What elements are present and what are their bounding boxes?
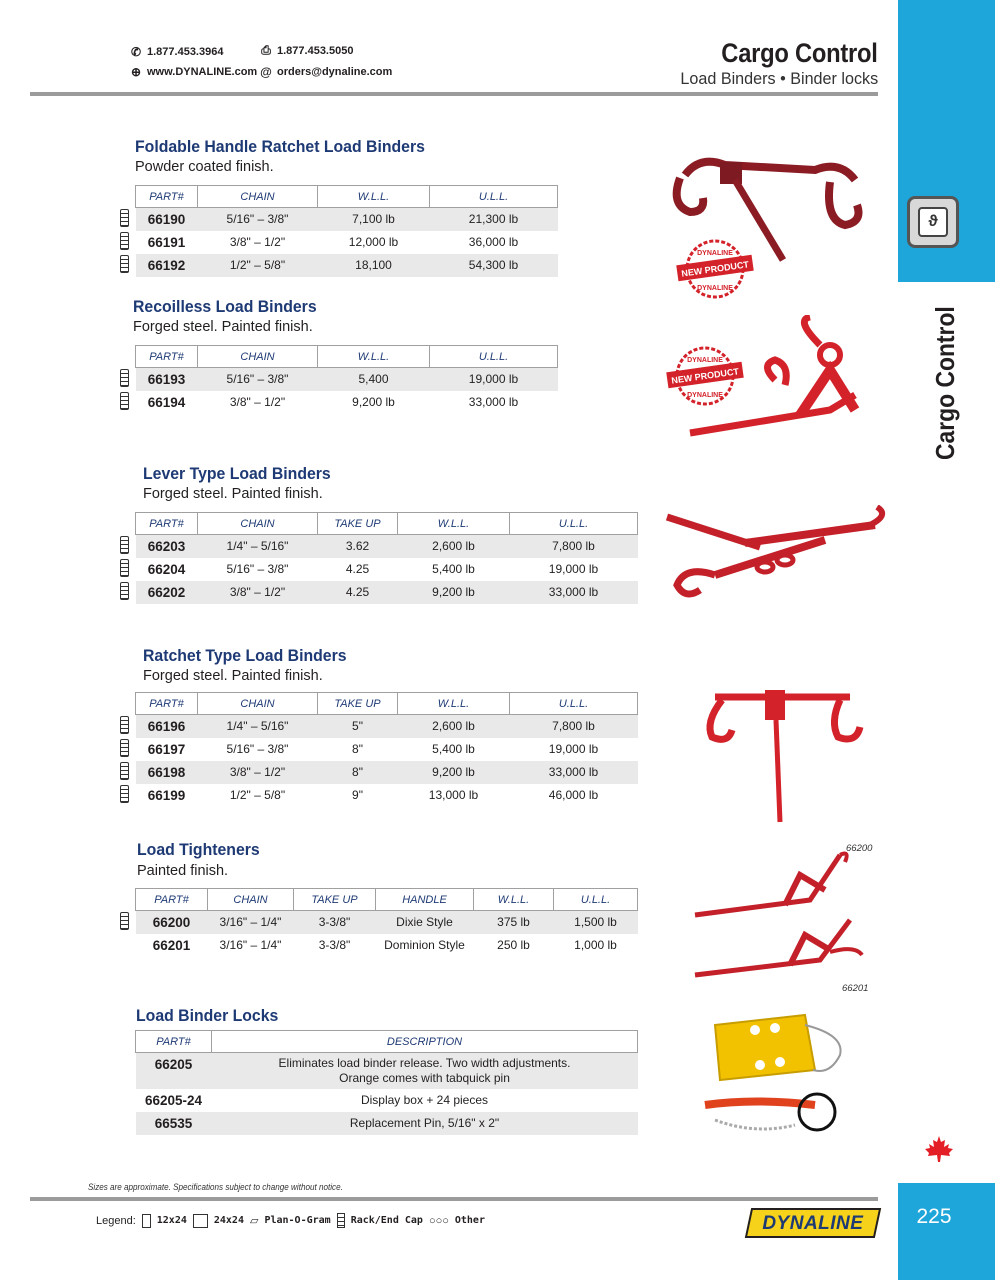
ratchet-binder-image	[700, 682, 865, 827]
col-header: PART#	[136, 186, 198, 208]
table-cell: 3/8" – 1/2"	[198, 581, 318, 604]
table-cell: 1,500 lb	[554, 911, 638, 934]
table-cell: Eliminates load binder release. Two width adjustments. Orange comes with tabquick pin	[212, 1053, 638, 1089]
section-title-recoilless: Recoilless Load Binders	[133, 297, 317, 316]
page-number: 225	[916, 1205, 952, 1228]
legend-item: Plan-O-Gram	[264, 1215, 331, 1226]
section-title-foldable: Foldable Handle Ratchet Load Binders	[135, 137, 425, 156]
table-cell: 2,600 lb	[398, 715, 510, 738]
table-cell: Dixie Style	[376, 911, 474, 934]
part-number: 66190	[136, 208, 198, 231]
rack-icon	[120, 209, 129, 227]
table-cell: 54,300 lb	[430, 254, 558, 277]
footer-rule	[30, 1197, 878, 1201]
maple-leaf-icon	[922, 1134, 956, 1175]
fax-number: 1.877.453.5050	[277, 44, 354, 57]
rack-icon	[120, 912, 129, 930]
spec-table-locks	[135, 1030, 638, 1135]
spec-table-tighteners	[135, 888, 638, 957]
table-row	[136, 911, 638, 934]
part-number: 66197	[147, 741, 186, 757]
table-cell: 375 lb	[474, 911, 554, 934]
table-cell: 3/16" – 1/4"	[208, 911, 294, 934]
col-header: TAKE UP	[318, 693, 398, 715]
table-cell: 19,000 lb	[430, 368, 558, 391]
new-product-badge	[665, 345, 745, 407]
part-number: 66200	[136, 911, 208, 934]
col-header: U.L.L.	[510, 513, 638, 535]
col-header: PART#	[136, 346, 198, 368]
badge-label: NEW PRODUCT	[680, 259, 750, 279]
table-cell: 5,400 lb	[432, 742, 475, 756]
section-title-locks: Load Binder Locks	[136, 1006, 279, 1025]
table-header-row	[136, 513, 638, 535]
rack-icon	[120, 716, 129, 734]
table-cell: 5,400	[318, 368, 430, 391]
table-cell: 1/2" – 5/8"	[229, 788, 286, 802]
section-subtitle-recoilless: Forged steel. Painted finish.	[133, 319, 313, 335]
col-header: CHAIN	[198, 346, 318, 368]
part-number: 66205-24	[144, 1092, 203, 1108]
badge-bottom-text: DYNALINE	[697, 285, 733, 292]
part-number: 66198	[136, 761, 198, 784]
table-cell: 3-3/8"	[318, 938, 351, 952]
rack-icon	[120, 232, 129, 250]
badge-label: NEW PRODUCT	[670, 366, 740, 386]
spec-table-lever	[135, 512, 638, 604]
table-row	[136, 1112, 638, 1135]
new-product-badge	[675, 238, 755, 300]
table-cell: Display box + 24 pieces	[360, 1093, 489, 1107]
col-header: CHAIN	[198, 513, 318, 535]
section-title-tighteners: Load Tighteners	[137, 840, 260, 859]
col-header: PART#	[136, 1031, 212, 1053]
rack-icon	[337, 1213, 345, 1228]
table-cell: 9,200 lb	[352, 395, 395, 409]
binder-icon: ϑ	[918, 207, 948, 237]
part-number: 66199	[147, 787, 186, 803]
col-header: U.L.L.	[430, 186, 558, 208]
table-cell: 1/4" – 5/16"	[198, 535, 318, 558]
table-cell: 1/2" – 5/8"	[198, 254, 318, 277]
table-header-row	[136, 693, 638, 715]
table-cell: 3/8" – 1/2"	[229, 235, 286, 249]
header-rule	[30, 92, 878, 96]
col-header: DESCRIPTION	[212, 1031, 638, 1053]
disclaimer-note: Sizes are approximate. Specifications subject to change without notice.	[88, 1182, 343, 1192]
col-header: W.L.L.	[398, 513, 510, 535]
phone-icon: ✆	[130, 45, 142, 59]
image-label: 66200	[846, 843, 873, 854]
table-row	[136, 1089, 638, 1112]
table-row	[136, 558, 638, 581]
phone-number: 1.877.453.3964	[147, 46, 224, 58]
col-header: U.L.L.	[430, 346, 558, 368]
email-link[interactable]: orders@dynaline.com	[277, 66, 393, 78]
table-header-row	[136, 186, 558, 208]
at-icon: @	[260, 65, 272, 79]
table-header-row	[136, 1031, 638, 1053]
col-header: TAKE UP	[294, 889, 376, 911]
12x24-icon	[142, 1214, 151, 1228]
rack-icon	[120, 369, 129, 387]
legend-item: 12x24	[156, 1215, 187, 1226]
col-header: TAKE UP	[318, 513, 398, 535]
table-row	[136, 784, 638, 807]
website-contact	[130, 65, 257, 79]
table-cell: 7,800 lb	[510, 535, 638, 558]
rack-icon	[120, 785, 129, 803]
col-header: U.L.L.	[510, 693, 638, 715]
table-cell: 1/4" – 5/16"	[198, 715, 318, 738]
table-cell: 5"	[318, 715, 398, 738]
table-row	[136, 254, 558, 277]
table-cell: 7,100 lb	[318, 208, 430, 231]
image-label: 66201	[842, 983, 869, 994]
table-row	[136, 715, 638, 738]
table-cell: 3/16" – 1/4"	[219, 938, 282, 952]
spec-table-recoilless	[135, 345, 558, 414]
table-cell: 1,000 lb	[574, 938, 617, 952]
table-row	[136, 738, 638, 761]
col-header: HANDLE	[376, 889, 474, 911]
col-header: CHAIN	[198, 186, 318, 208]
part-number: 66205	[136, 1053, 212, 1089]
fax-contact	[260, 43, 353, 58]
table-cell: 33,000 lb	[468, 395, 519, 409]
table-cell: 5,400 lb	[432, 562, 475, 576]
page-title: Cargo Control	[721, 38, 878, 68]
col-header: U.L.L.	[554, 889, 638, 911]
table-cell: 33,000 lb	[510, 761, 638, 784]
rack-icon	[120, 392, 129, 410]
part-number: 66194	[147, 394, 186, 410]
table-header-row	[136, 889, 638, 911]
section-title-lever: Lever Type Load Binders	[143, 464, 331, 483]
table-row	[136, 761, 638, 784]
vertical-category-label: Cargo Control	[930, 306, 960, 460]
table-cell: 9"	[352, 788, 363, 802]
lever-binder-image	[665, 505, 890, 605]
table-cell: 5/16" – 3/8"	[198, 208, 318, 231]
col-header: PART#	[136, 513, 198, 535]
legend-item: 24x24	[213, 1215, 244, 1226]
table-header-row	[136, 346, 558, 368]
col-header: W.L.L.	[398, 693, 510, 715]
table-row	[136, 231, 558, 254]
table-cell: 5/16" – 3/8"	[226, 562, 289, 576]
load-tightener-image	[690, 850, 870, 990]
phone-contact	[130, 45, 223, 59]
part-number: 66191	[147, 234, 186, 250]
other-icon: ○○○	[428, 1214, 449, 1227]
table-row	[136, 581, 638, 604]
badge-top-text: DYNALINE	[687, 357, 723, 364]
rack-icon	[120, 255, 129, 273]
table-cell: 21,300 lb	[430, 208, 558, 231]
table-cell: 4.25	[345, 562, 370, 576]
rack-icon	[120, 559, 129, 577]
globe-icon: ⊕	[130, 65, 142, 79]
col-header: PART#	[136, 693, 198, 715]
table-cell: 5/16" – 3/8"	[226, 742, 289, 756]
table-cell: 8"	[352, 742, 363, 756]
section-title-ratchet: Ratchet Type Load Binders	[143, 646, 347, 665]
table-cell: Dominion Style	[384, 938, 465, 952]
table-cell: 7,800 lb	[510, 715, 638, 738]
table-cell: 8"	[318, 761, 398, 784]
table-cell: Replacement Pin, 5/16" x 2"	[212, 1112, 638, 1135]
rack-icon	[120, 582, 129, 600]
binder-lock-image	[695, 1010, 860, 1160]
table-cell: 250 lb	[497, 938, 530, 952]
part-number: 66193	[136, 368, 198, 391]
website-link[interactable]: www.DYNALINE.com	[147, 66, 258, 78]
table-cell: 19,000 lb	[548, 742, 599, 756]
legend-item: Rack/End Cap	[350, 1215, 423, 1226]
section-subtitle-lever: Forged steel. Painted finish.	[143, 486, 323, 502]
section-subtitle-ratchet: Forged steel. Painted finish.	[143, 668, 323, 684]
rack-icon	[120, 536, 129, 554]
table-row	[136, 368, 558, 391]
col-header: W.L.L.	[318, 346, 430, 368]
table-cell: 9,200 lb	[398, 761, 510, 784]
part-number: 66201	[152, 937, 191, 953]
table-cell: 46,000 lb	[548, 788, 599, 802]
fax-icon: ⎙	[261, 43, 271, 57]
legend	[96, 1213, 485, 1228]
part-number: 66535	[136, 1112, 212, 1135]
part-number: 66203	[136, 535, 198, 558]
col-header: W.L.L.	[318, 186, 430, 208]
table-row	[136, 934, 638, 957]
badge-bottom-text: DYNALINE	[687, 392, 723, 399]
section-subtitle-foldable: Powder coated finish.	[135, 159, 274, 175]
legend-label: Legend:	[96, 1214, 136, 1227]
table-row	[136, 208, 558, 231]
rack-icon	[120, 762, 129, 780]
table-cell: 36,000 lb	[468, 235, 519, 249]
col-header: PART#	[136, 889, 208, 911]
table-row	[136, 535, 638, 558]
spec-table-foldable	[135, 185, 558, 277]
col-header: W.L.L.	[474, 889, 554, 911]
table-cell: 12,000 lb	[348, 235, 399, 249]
planogram-icon: ▱	[249, 1215, 259, 1227]
table-cell: 9,200 lb	[398, 581, 510, 604]
dynaline-logo: DYNALINE	[745, 1208, 881, 1238]
24x24-icon	[193, 1214, 208, 1228]
part-number: 66192	[136, 254, 198, 277]
table-cell: 3/8" – 1/2"	[198, 761, 318, 784]
badge-top-text: DYNALINE	[697, 250, 733, 257]
part-number: 66196	[136, 715, 198, 738]
table-cell: 18,100	[318, 254, 430, 277]
table-cell: 2,600 lb	[398, 535, 510, 558]
rack-icon	[120, 739, 129, 757]
table-cell: 5/16" – 3/8"	[198, 368, 318, 391]
part-number: 66202	[136, 581, 198, 604]
legend-item: Other	[454, 1215, 485, 1226]
table-cell: 13,000 lb	[428, 788, 479, 802]
table-cell: 19,000 lb	[548, 562, 599, 576]
email-contact	[260, 65, 392, 79]
spec-table-ratchet	[135, 692, 638, 807]
table-cell: 4.25	[318, 581, 398, 604]
table-cell: 3/8" – 1/2"	[229, 395, 286, 409]
col-header: CHAIN	[198, 693, 318, 715]
table-row	[136, 1053, 638, 1089]
part-number: 66204	[147, 561, 186, 577]
sidebar-accent-bottom	[898, 1183, 995, 1280]
table-row	[136, 391, 558, 414]
table-cell: 33,000 lb	[510, 581, 638, 604]
page-subtitle: Load Binders • Binder locks	[680, 69, 878, 88]
table-cell: 3.62	[318, 535, 398, 558]
category-tab[interactable]	[907, 196, 959, 248]
section-subtitle-tighteners: Painted finish.	[137, 863, 229, 879]
table-cell: 3-3/8"	[294, 911, 376, 934]
col-header: CHAIN	[208, 889, 294, 911]
